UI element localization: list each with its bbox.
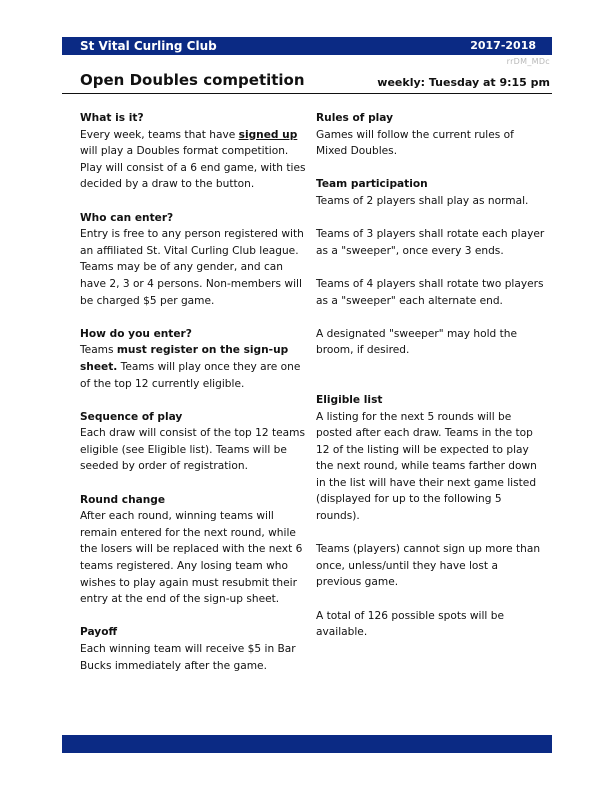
body-text: Every week, teams that have xyxy=(80,128,239,141)
section-body: Each draw will consist of the top 12 teams eligible (see Eligible list). Teams will be seeded by order of registration. xyxy=(80,427,305,473)
section-round-change xyxy=(80,492,310,608)
section-body: A listing for the next 5 rounds will be posted after each draw. Teams in the top 12 of the listing will be expected to play the next round, while teams farther down in the list will have their next game listed (displayed for up to the following 5 rounds). xyxy=(316,410,537,523)
section-sequence-of-play xyxy=(80,409,310,475)
section-heading: Team participation xyxy=(316,178,428,191)
right-column xyxy=(316,110,546,657)
section-body: Games will follow the current rules of Mixed Doubles. xyxy=(316,128,514,158)
section-heading: Eligible list xyxy=(316,393,383,406)
schedule-label: weekly: Tuesday at 9:15 pm xyxy=(377,76,550,89)
section-payoff xyxy=(80,624,310,674)
page-title: Open Doubles competition xyxy=(80,71,305,89)
section-heading: Round change xyxy=(80,493,166,506)
emphasis-text: must register on the sign-up sheet. xyxy=(80,344,289,373)
section-heading: Rules of play xyxy=(316,112,394,124)
section-body: After each round, winning teams will remain entered for the next round, while the losers will be replaced with the next 6 teams registered. Any losing team who wishes to play again must resubmit their entry at the end of the sign-up sheet. xyxy=(80,510,303,606)
section-body: A designated "sweeper" may hold the broom, if desired. xyxy=(316,327,518,357)
section-heading: What is it? xyxy=(80,112,144,124)
section-heading: How do you enter? xyxy=(80,327,192,340)
section-body: Teams of 2 players shall play as normal. xyxy=(316,194,529,207)
title-divider xyxy=(62,93,552,94)
section-body xyxy=(80,342,310,392)
section-heading: Who can enter? xyxy=(80,211,174,224)
body-text: Teams will play once they are one of the top 12 currently eligible. xyxy=(80,360,301,390)
section-body: Entry is free to any person registered with an affiliated St. Vital Curling Club league. Teams may be of any gender, and can have 2, 3 or 4 persons. Non-members will be charged $5 per game. xyxy=(80,228,304,307)
left-column xyxy=(80,110,310,691)
section-what-is-it xyxy=(80,110,310,193)
section-body: Teams (players) cannot sign up more than once, unless/until they have lost a previous game. xyxy=(316,543,541,589)
section-heading: Sequence of play xyxy=(80,410,183,423)
footer-bar xyxy=(62,735,552,753)
section-who-can-enter xyxy=(80,210,310,310)
signed-up-link[interactable]: signed up xyxy=(238,128,298,141)
section-body xyxy=(80,127,310,193)
section-body: Teams of 3 players shall rotate each player as a "sweeper", once every 3 ends. xyxy=(316,228,545,257)
header-bar xyxy=(62,37,552,55)
body-text: will play a Doubles format competition. Play will consist of a 6 end game, with ties decided by a draw to the button. xyxy=(80,145,306,191)
club-name: St Vital Curling Club xyxy=(80,39,217,53)
season-label: 2017-2018 xyxy=(470,39,536,52)
section-body: Each winning team will receive $5 in Bar Bucks immediately after the game. xyxy=(80,643,296,672)
section-body: Teams of 4 players shall rotate two players as a "sweeper" each alternate end. xyxy=(316,277,544,307)
body-text: Teams xyxy=(80,344,117,357)
section-heading: Payoff xyxy=(80,626,118,639)
section-how-to-enter xyxy=(80,326,310,392)
section-team-participation xyxy=(316,176,546,359)
document-code: rrDM_MDc xyxy=(506,57,550,66)
section-body: A total of 126 possible spots will be available. xyxy=(316,609,504,639)
section-rules-of-play xyxy=(316,110,546,160)
section-eligible-list xyxy=(316,392,546,641)
